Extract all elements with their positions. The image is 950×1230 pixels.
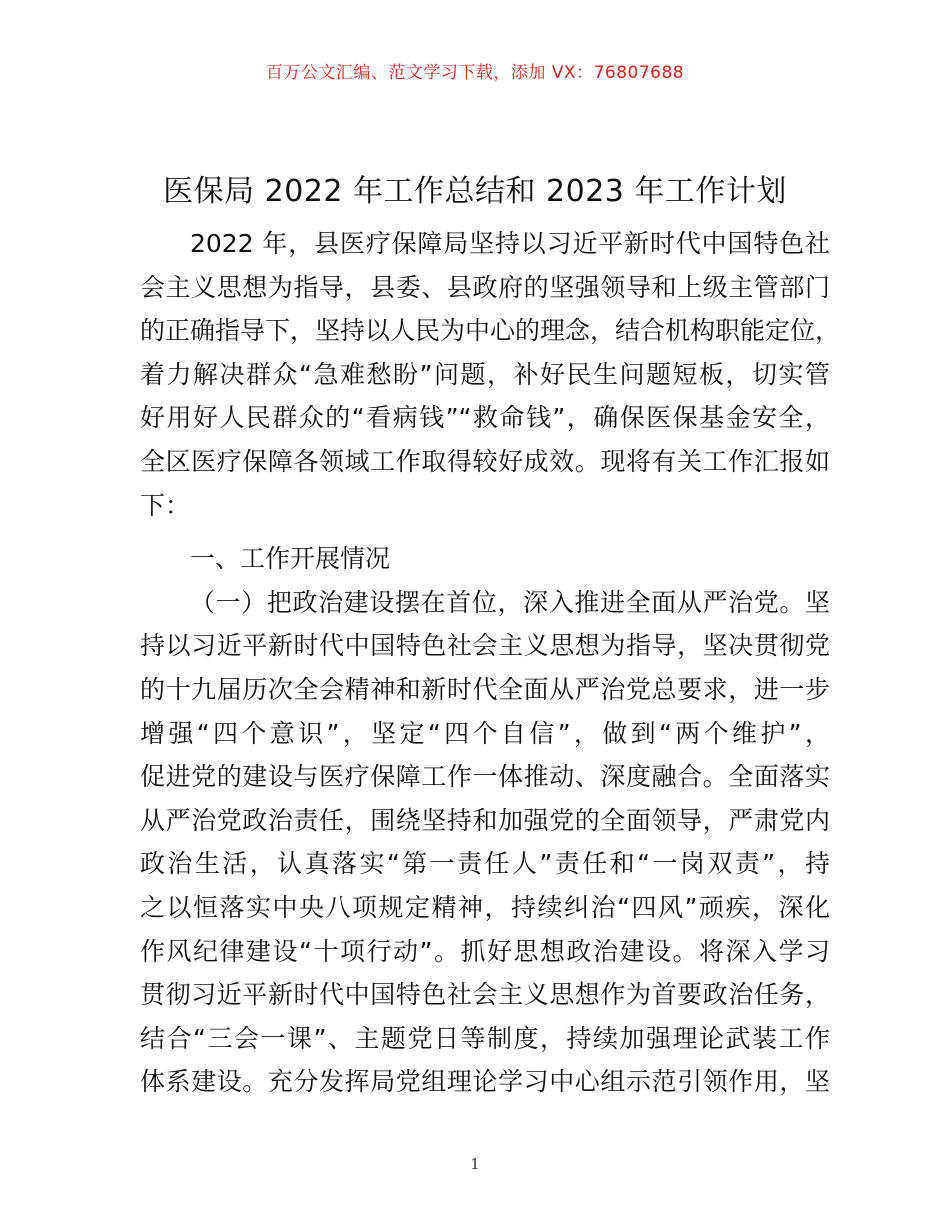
paragraph-line: 促进党的建设与医疗保障工作一体推动、深度融合。全面落实 [140, 762, 830, 792]
document-body [140, 222, 841, 1104]
paragraph-line: 下： [140, 490, 191, 520]
intro-paragraph [140, 222, 841, 527]
paragraph-line: 政治生活，认真落实“第一责任人”责任和“一岗双责”，持 [140, 849, 830, 879]
paragraph-line: 从严治党政治责任，围绕坚持和加强党的全面领导，严肃党内 [140, 805, 830, 835]
paragraph-line: 贯彻习近平新时代中国特色社会主义思想作为首要政治任务， [140, 980, 830, 1010]
document-title: 医保局 2022 年工作总结和 2023 年工作计划 [163, 174, 787, 209]
section-one-paragraph [140, 581, 830, 1104]
header-note: 百万公文汇编、范文学习下载，添加 VX：76807688 [265, 63, 685, 83]
paragraph-line: 好用好人民群众的“看病钱”“救命钱”，确保医保基金安全， [140, 403, 830, 433]
paragraph-line: 之以恒落实中央八项规定精神，持续纠治“四风”顽疾，深化 [140, 892, 830, 922]
paragraph-line: 持以习近平新时代中国特色社会主义思想为指导，坚决贯彻党 [140, 631, 830, 661]
paragraph-line: 结合“三会一课”、主题党日等制度，持续加强理论武装工作 [140, 1023, 830, 1053]
paragraph-line: 全区医疗保障各领域工作取得较好成效。现将有关工作汇报如 [140, 446, 830, 476]
paragraph-line: 的正确指导下，坚持以人民为中心的理念，结合机构职能定位， [140, 316, 841, 346]
paragraph-line: 增强“四个意识”，坚定“四个自信”，做到“两个维护”， [140, 718, 830, 748]
paragraph-line: 2022 年，县医疗保障局坚持以习近平新时代中国特色社 [190, 229, 830, 258]
page-number: 1 [470, 1155, 480, 1173]
paragraph-line: 的十九届历次全会精神和新时代全面从严治党总要求，进一步 [140, 674, 830, 704]
paragraph-line: （一）把政治建设摆在首位，深入推进全面从严治党。坚 [190, 587, 830, 617]
paragraph-line: 作风纪律建设“十项行动”。抓好思想政治建设。将深入学习 [140, 936, 830, 966]
section-heading: 一、工作开展情况 [190, 544, 391, 574]
paragraph-line: 着力解决群众“急难愁盼”问题，补好民生问题短板，切实管 [140, 359, 830, 389]
paragraph-line: 会主义思想为指导，县委、县政府的坚强领导和上级主管部门 [140, 272, 830, 302]
paragraph-line: 体系建设。充分发挥局党组理论学习中心组示范引领作用，坚 [140, 1067, 830, 1097]
